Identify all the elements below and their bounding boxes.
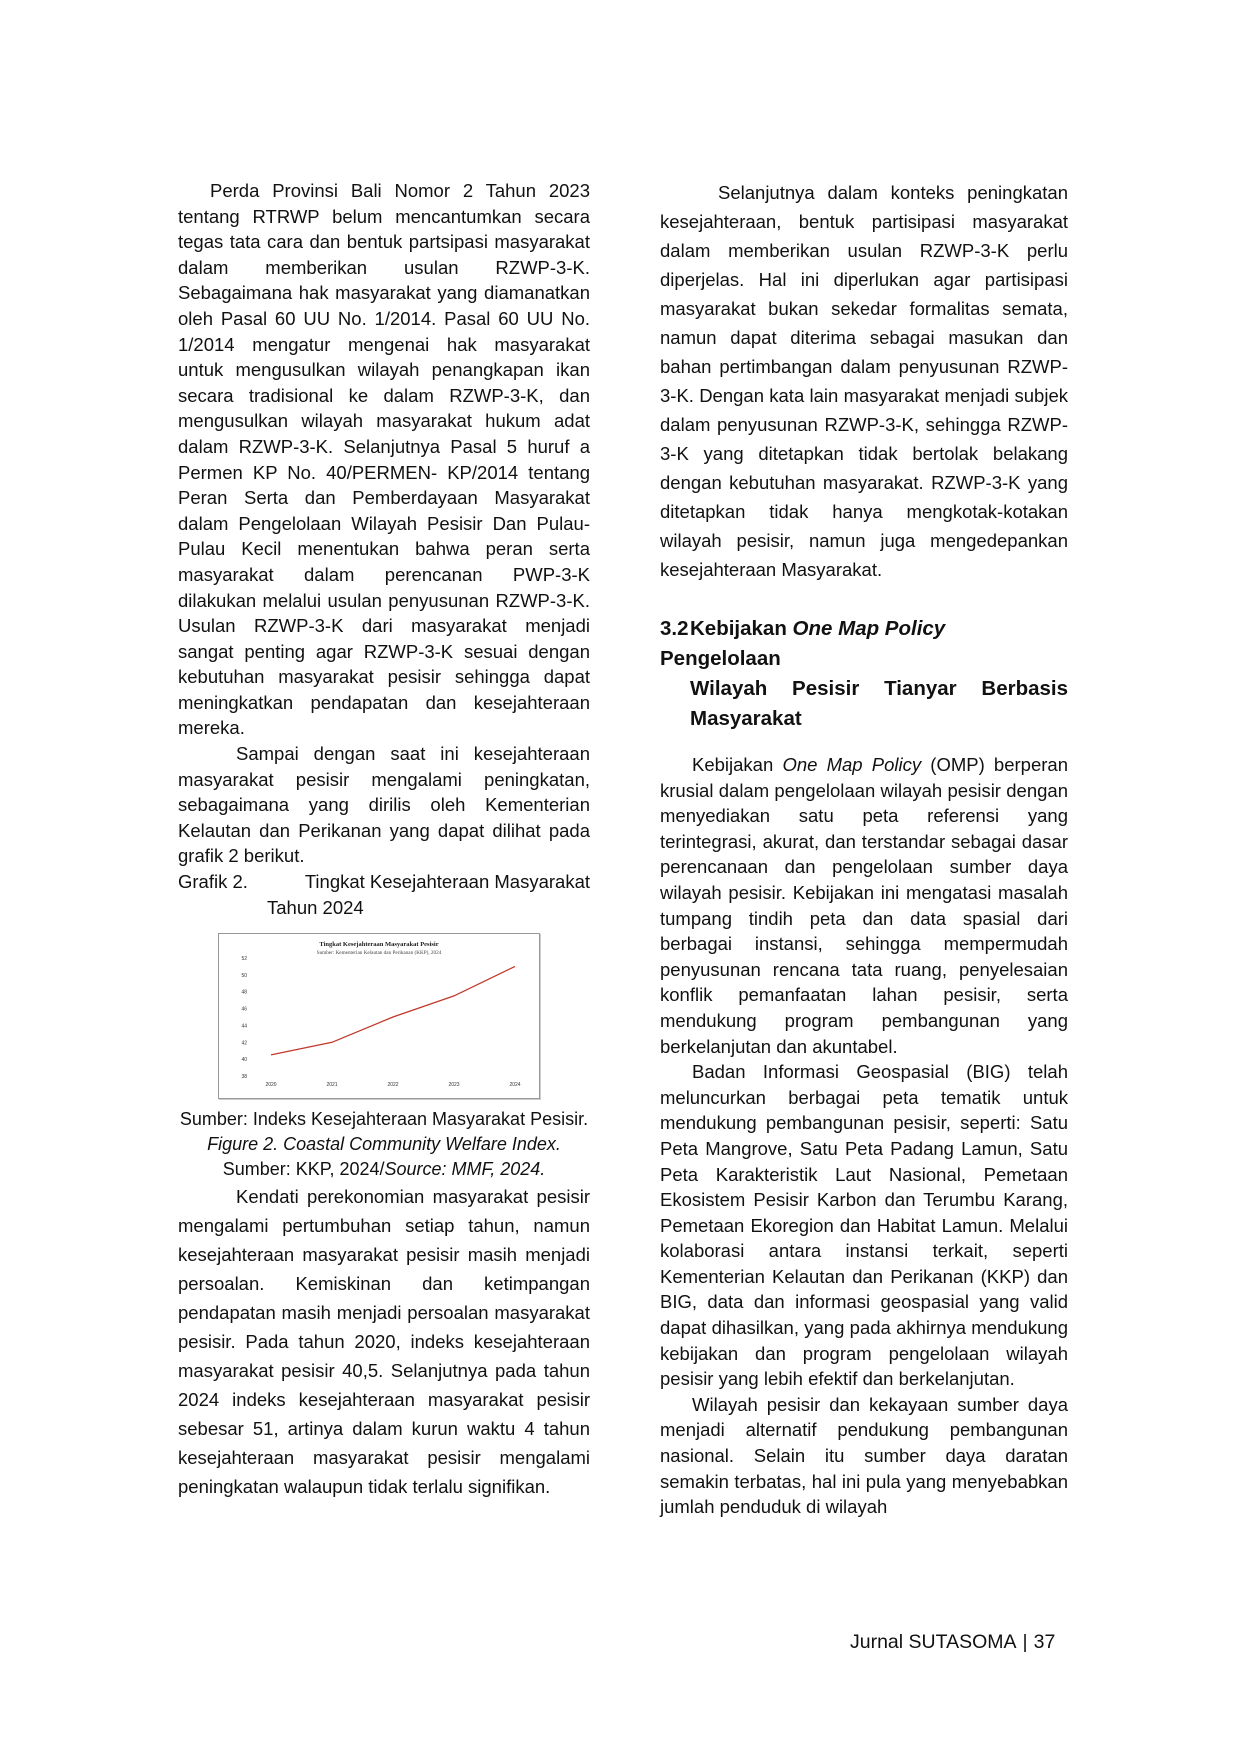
y-tick-label: 42 — [241, 1040, 247, 1047]
paragraph-wilayah: Wilayah pesisir dan kekayaan sumber daya menjadi alternatif pendukung pembangunan nasional. Selain itu sumber daya daratan semakin terbatas, hal ini pula yang menyebabkan jumlah penduduk di wilayah — [660, 1393, 1068, 1518]
welfare-line-chart — [219, 934, 539, 1098]
source-line-2: Figure 2. Coastal Community Welfare Index. — [207, 1134, 561, 1155]
section-number: 3.2 — [660, 617, 689, 640]
journal-name: Jurnal SUTASOMA — [850, 1631, 1017, 1653]
left-column — [178, 178, 590, 1501]
section-heading — [660, 614, 1068, 734]
y-tick-label: 46 — [241, 1006, 247, 1013]
paragraph-kesejahteraan: Sampai dengan saat ini kesejahteraan masyarakat pesisir mengalami peningkatan, sebagaimana yang dirilis oleh Kementerian Kelautan dan Perikanan yang dapat dilihat pada grafik 2 berikut. — [178, 743, 590, 867]
footer-separator: | — [1022, 1631, 1028, 1653]
welfare-chart — [218, 933, 540, 1099]
x-tick-label: 2024 — [509, 1082, 521, 1089]
chart-caption — [178, 869, 590, 921]
section-title-line-3: Masyarakat — [690, 707, 802, 730]
x-tick-label: 2022 — [387, 1082, 399, 1089]
paragraph-selanjutnya: Selanjutnya dalam konteks peningkatan kesejahteraan, bentuk partisipasi masyarakat dalam memberikan usulan RZWP-3-K perlu diperjelas. Hal ini diperlukan agar partisipasi masyarakat bukan sekedar formalitas semata, namun dapat diterima sebagai masukan dan bahan pertimbangan dalam penyusunan RZWP-3-K. Dengan kata lain masyarakat menjadi subjek dalam penyusunan RZWP-3-K, sehingga RZWP-3-K yang ditetapkan tidak bertolak belakang dengan kebutuhan masyarakat. RZWP-3-K yang ditetapkan tidak hanya mengkotak-kotakan wilayah pesisir, namun juga mengedepankan kesejahteraan Masyarakat. — [660, 182, 1068, 580]
source-line-3-italic: Source: MMF, 2024. — [384, 1159, 546, 1180]
section-title-line-2: Wilayah Pesisir Tianyar Berbasis — [690, 677, 1068, 700]
x-tick-label: 2021 — [326, 1082, 338, 1089]
paragraph-omp — [660, 752, 1068, 1059]
page-number: 37 — [1033, 1631, 1056, 1653]
section-title-a: Kebijakan — [690, 617, 793, 640]
chart-caption-year: Tahun 2024 — [267, 897, 364, 919]
y-tick-label: 38 — [241, 1074, 247, 1081]
source-line-3-plain: Sumber: KKP, 2024/ — [222, 1159, 385, 1180]
y-tick-label: 48 — [241, 989, 247, 996]
y-tick-label: 40 — [241, 1057, 247, 1064]
omp-text-b: (OMP) berperan krusial dalam pengelolaan wilayah pesisir dengan menyediakan satu peta referensi yang terintegrasi, akurat, dan terstandar sebagai dasar perencanaan dan pengelolaan sumber daya wilayah pesisir. Kebijakan ini mengatasi masalah tumpang tindih peta dan data spasial dari berbagai instansi, sehingga mempermudah penyusunan rencana tata ruang, penyelesaian konflik pemanfaatan lahan pesisir, serta mendukung program pembangunan yang berkelanjutan dan akuntabel. — [660, 754, 1068, 1057]
y-tick-label: 50 — [241, 972, 247, 979]
y-tick-label: 44 — [241, 1023, 247, 1030]
chart-caption-label: Grafik 2. — [178, 871, 248, 893]
right-column — [660, 178, 1068, 1520]
x-tick-label: 2020 — [265, 1082, 277, 1089]
paragraph-perda: Perda Provinsi Bali Nomor 2 Tahun 2023 tentang RTRWP belum mencantumkan secara tegas tata cara dan bentuk partsipasi masyarakat dalam memberikan usulan RZWP-3-K. Sebagaimana hak masyarakat yang diamanatkan oleh Pasal 60 UU No. 1/2014. Pasal 60 UU No. 1/2014 mengatur mengenai hak masyarakat untuk mengusulkan wilayah penangkapan ikan secara tradisional ke dalam RZWP-3-K, dan mengusulkan wilayah masyarakat hukum adat dalam RZWP-3-K. Selanjutnya Pasal 5 huruf a Permen KP No. 40/PERMEN- KP/2014 tentang Peran Serta dan Pemberdayaan Masyarakat dalam Pengelolaan Wilayah Pesisir Dan Pulau-Pulau Kecil menentukan bahwa peran serta masyarakat dalam perencanan PWP-3-K dilakukan melalui usulan penyusunan RZWP-3-K. Usulan RZWP-3-K dari masyarakat menjadi sangat penting agar RZWP-3-K sesuai dengan kebutuhan masyarakat pesisir sehingga dapat meningkatkan pendapatan dan kesejahteraan mereka. — [178, 180, 590, 739]
x-tick-label: 2023 — [448, 1082, 460, 1089]
section-title-italic: One Map Policy — [792, 617, 946, 640]
source-line-3 — [178, 1157, 590, 1182]
chart-subtitle: Sumber: Kementerian Kelautan dan Perikanan (KKP), 2024 — [316, 950, 442, 957]
chart-source — [178, 1107, 590, 1182]
omp-text-a: Kebijakan — [692, 754, 783, 775]
section-title-b: Pengelolaan — [660, 647, 781, 670]
omp-text-italic: One Map Policy — [782, 754, 922, 775]
paragraph-big: Badan Informasi Geospasial (BIG) telah meluncurkan berbagai peta tematik untuk mendukung pembangunan pesisir, seperti: Satu Peta Mangrove, Satu Peta Padang Lamun, Satu Peta Karakteristik Laut Nasional, Pemetaan Ekosistem Pesisir Karbon dan Terumbu Karang, Pemetaan Ekoregion dan Habitat Lamun. Melalui kolaborasi antara instansi terkait, seperti Kementerian Kelautan dan Perikanan (KKP) dan BIG, data dan informasi geospasial yang valid dapat dihasilkan, yang pada akhirnya mendukung kebijakan dan program pengelolaan wilayah pesisir yang lebih efektif dan berkelanjutan. — [660, 1061, 1068, 1390]
paragraph-kendati: Kendati perekonomian masyarakat pesisir mengalami pertumbuhan setiap tahun, namun kesejahteraan masyarakat pesisir masih menjadi persoalan. Kemiskinan dan ketimpangan pendapatan masih menjadi persoalan masyarakat pesisir. Pada tahun 2020, indeks kesejahteraan masyarakat pesisir 40,5. Selanjutnya pada tahun 2024 indeks kesejahteraan masyarakat pesisir sebesar 51, artinya dalam kurun waktu 4 tahun kesejahteraan masyarakat pesisir mengalami peningkatan walaupun tidak terlalu signifikan. — [178, 1186, 590, 1498]
chart-caption-text: Tingkat Kesejahteraan Masyarakat — [304, 871, 590, 893]
chart-title: Tingkat Kesejahteraan Masyarakat Pesisir — [319, 941, 439, 949]
series-line — [271, 966, 515, 1055]
y-tick-label: 52 — [241, 956, 247, 963]
page-footer — [850, 1631, 1055, 1654]
source-line-1: Sumber: Indeks Kesejahteraan Masyarakat Pesisir. — [179, 1109, 589, 1130]
